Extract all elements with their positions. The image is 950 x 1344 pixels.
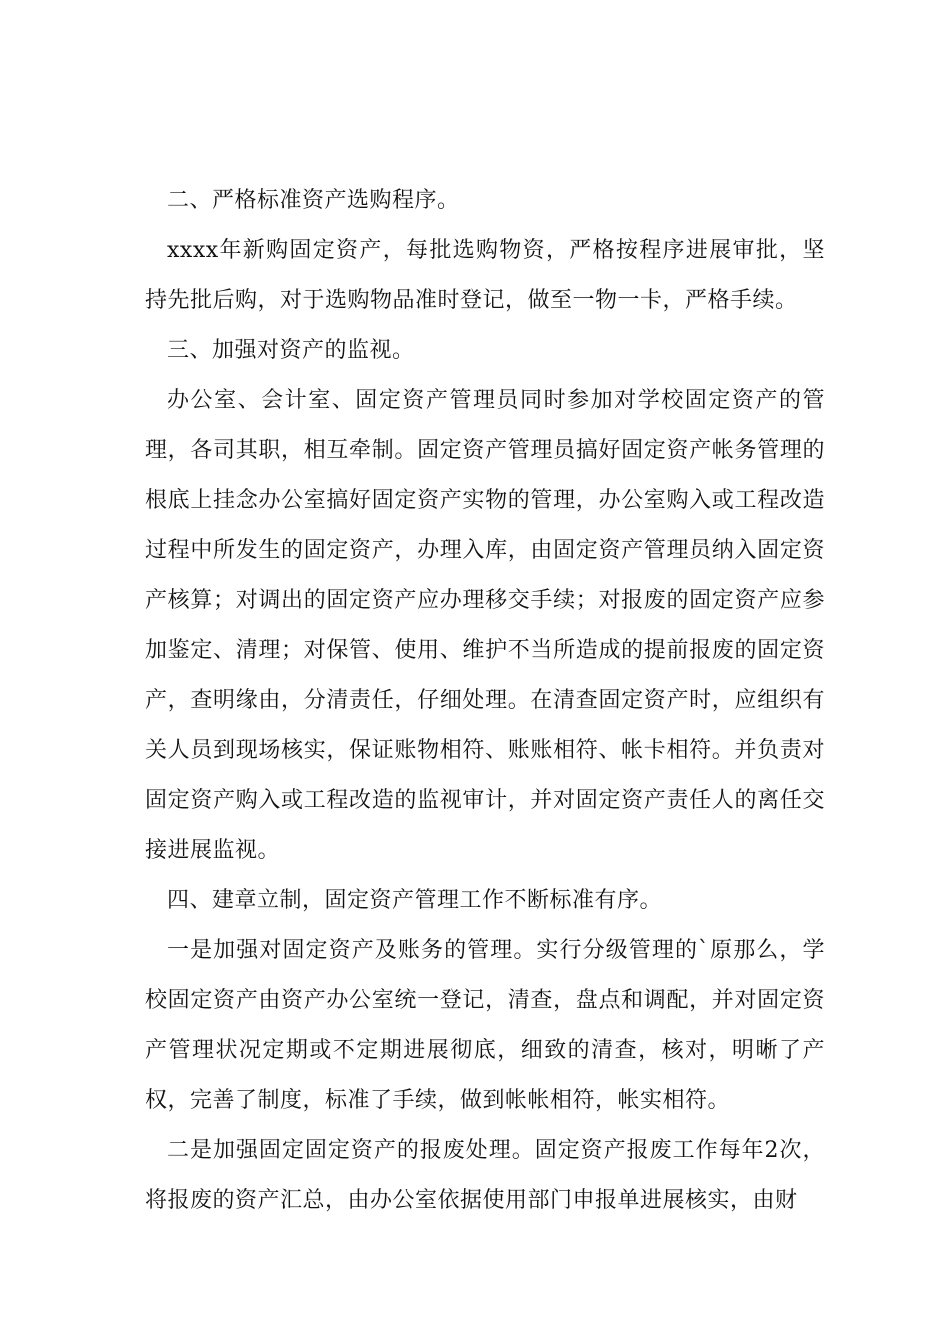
paragraph-account-management: 一是加强对固定资产及账务的管理。实行分级管理的`原那么，学校固定资产由资产办公室统一登记，清查，盘点和调配，并对固定资产管理状况定期或不定期进展彻底，细致的清查，核对，明晰了产权，完善了制度，标准了手续，做到帐帐相符，帐实相符。 — [145, 938, 825, 1113]
paragraph-purchase-procedure: xxxx年新购固定资产，每批选购物资，严格按程序进展审批，坚持先批后购，对于选购物品准时登记，做至一物一卡，严格手续。 — [145, 238, 825, 313]
section-heading-3: 三、加强对资产的监视。 — [167, 338, 415, 363]
paragraph-scrap-processing: 二是加强固定固定资产的报废处理。固定资产报废工作每年2次，将报废的资产汇总，由办公室依据使用部门申报单进展核实，由财 — [145, 1138, 825, 1213]
paragraph-asset-supervision: 办公室、会计室、固定资产管理员同时参加对学校固定资产的管理，各司其职，相互牵制。固定资产管理员搞好固定资产帐务管理的根底上挂念办公室搞好固定资产实物的管理，办公室购入或工程改造过程中所发生的固定资产，办理入库，由固定资产管理员纳入固定资产核算；对调出的固定资产应办理移交手续；对报废的固定资产应参加鉴定、清理；对保管、使用、维护不当所造成的提前报废的固定资产，查明缘由，分清责任，仔细处理。在清查固定资产时，应组织有关人员到现场核实，保证账物相符、账账相符、帐卡相符。并负责对固定资产购入或工程改造的监视审计，并对固定资产责任人的离任交接进展监视。 — [145, 388, 825, 863]
section-heading-4: 四、建章立制，固定资产管理工作不断标准有序。 — [167, 888, 663, 913]
section-heading-2: 二、严格标准资产选购程序。 — [167, 188, 460, 213]
document-body — [145, 176, 825, 1226]
